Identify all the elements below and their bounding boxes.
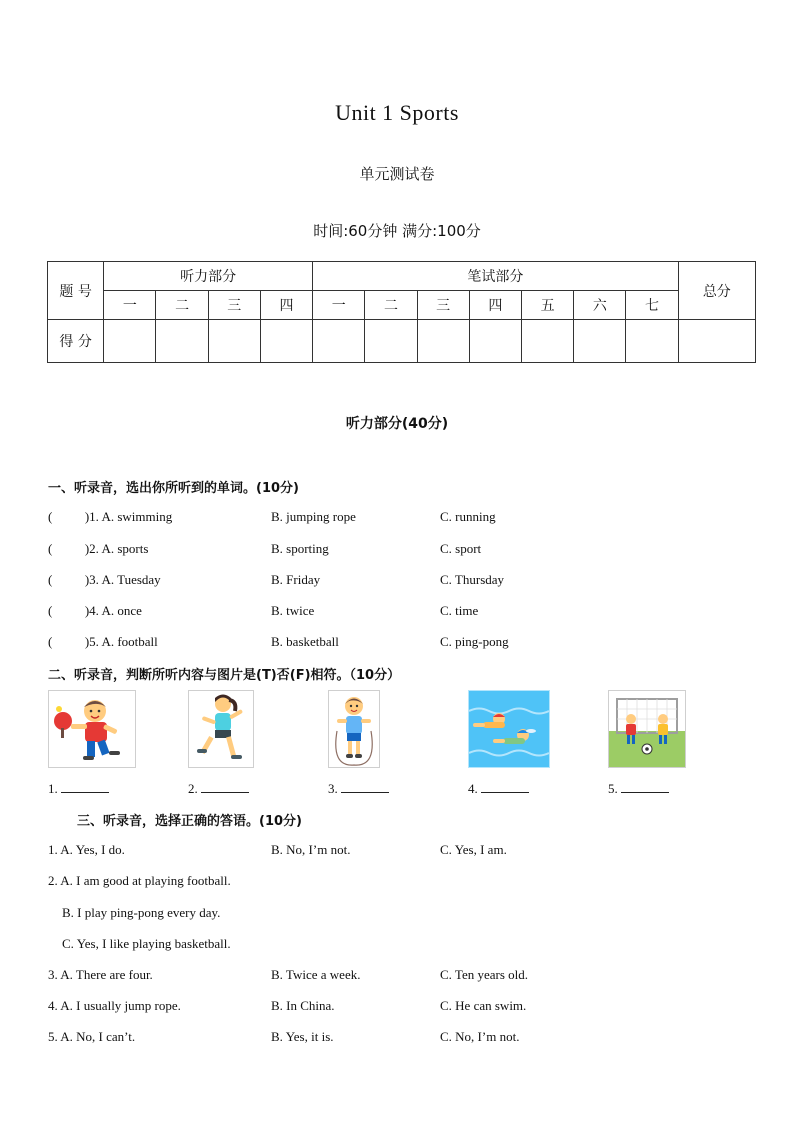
score-cell[interactable] bbox=[313, 320, 365, 363]
score-cell[interactable] bbox=[417, 320, 469, 363]
part1-item1-c: C. running bbox=[440, 509, 496, 524]
running-picture bbox=[188, 690, 254, 768]
writing-col: 一 bbox=[313, 291, 365, 320]
writing-col: 四 bbox=[469, 291, 521, 320]
part3-q3-c: C. Ten years old. bbox=[440, 967, 529, 982]
writing-col: 二 bbox=[365, 291, 417, 320]
part1-item5-c: C. ping-pong bbox=[440, 634, 509, 649]
part1-heading: 一、听录音，选出你所听到的单词。(10分) bbox=[48, 481, 299, 496]
part1-item2-b: B. sporting bbox=[271, 541, 329, 556]
part1-item1-a: ( )1. A. swimming bbox=[48, 509, 173, 524]
part1-item3-a: ( )3. A. Tuesday bbox=[48, 572, 161, 587]
part3-q5-b: B. Yes, it is. bbox=[271, 1029, 334, 1044]
row-label-score: 得 分 bbox=[48, 320, 104, 363]
part3-q5-a: 5. A. No, I can’t. bbox=[48, 1029, 136, 1044]
part1-item2-c: C. sport bbox=[440, 541, 482, 556]
part3-q3-a: 3. A. There are four. bbox=[48, 967, 153, 982]
part1-item1-b: B. jumping rope bbox=[271, 509, 356, 524]
page-subtitle: 单元测试卷 bbox=[359, 165, 435, 183]
score-cell[interactable] bbox=[365, 320, 417, 363]
writing-group-header: 笔试部分 bbox=[313, 262, 679, 291]
swimming-picture bbox=[468, 690, 550, 768]
part3-q1-b: B. No, I’m not. bbox=[271, 842, 351, 857]
part1-item5-a: ( )5. A. football bbox=[48, 634, 158, 649]
part3-q4-a: 4. A. I usually jump rope. bbox=[48, 998, 181, 1013]
part3-q5-c: C. No, I’m not. bbox=[440, 1029, 520, 1044]
part3-q4-b: B. In China. bbox=[271, 998, 335, 1013]
writing-col: 七 bbox=[626, 291, 678, 320]
score-cell[interactable] bbox=[260, 320, 312, 363]
part1-item4-c: C. time bbox=[440, 603, 479, 618]
listening-section-title: 听力部分(40分) bbox=[345, 416, 449, 432]
score-cell[interactable] bbox=[208, 320, 260, 363]
score-cell[interactable] bbox=[469, 320, 521, 363]
time-score-info: 时间:60分钟 满分:100分 bbox=[313, 222, 481, 240]
picture-answer-2[interactable]: 2. bbox=[188, 780, 249, 797]
picture-answer-5[interactable]: 5. bbox=[608, 780, 669, 797]
part3-q2-b: B. I play ping-pong every day. bbox=[62, 905, 221, 920]
listening-col: 一 bbox=[104, 291, 156, 320]
total-header: 总分 bbox=[678, 262, 755, 320]
score-cell[interactable] bbox=[678, 320, 755, 363]
writing-col: 三 bbox=[417, 291, 469, 320]
part1-item2-a: ( )2. A. sports bbox=[48, 541, 149, 556]
score-cell[interactable] bbox=[156, 320, 208, 363]
part3-q1-a: 1. A. Yes, I do. bbox=[48, 842, 125, 857]
part3-q2-c: C. Yes, I like playing basketball. bbox=[62, 936, 231, 951]
part1-item4-b: B. twice bbox=[271, 603, 315, 618]
part3-q4-c: C. He can swim. bbox=[440, 998, 527, 1013]
part2-heading: 二、听录音，判断所听内容与图片是(T)否(F)相符。（10分） bbox=[48, 668, 401, 683]
row-label-number: 题 号 bbox=[48, 262, 104, 320]
part3-q1-c: C. Yes, I am. bbox=[440, 842, 507, 857]
picture-answer-1[interactable]: 1. bbox=[48, 780, 109, 797]
score-cell[interactable] bbox=[521, 320, 573, 363]
part3-q3-b: B. Twice a week. bbox=[271, 967, 361, 982]
listening-group-header: 听力部分 bbox=[104, 262, 313, 291]
jumping-rope-picture bbox=[328, 690, 380, 768]
part3-q2-a: 2. A. I am good at playing football. bbox=[48, 873, 231, 888]
part1-item4-a: ( )4. A. once bbox=[48, 603, 142, 618]
ping-pong-picture bbox=[48, 690, 136, 768]
part1-item3-c: C. Thursday bbox=[440, 572, 505, 587]
part1-item3-b: B. Friday bbox=[271, 572, 321, 587]
page-title: Unit 1 Sports bbox=[335, 100, 459, 125]
listening-col: 二 bbox=[156, 291, 208, 320]
score-cell[interactable] bbox=[104, 320, 156, 363]
score-cell[interactable] bbox=[626, 320, 678, 363]
football-picture bbox=[608, 690, 686, 768]
writing-col: 六 bbox=[574, 291, 626, 320]
part3-heading: 三、听录音，选择正确的答语。(10分) bbox=[77, 814, 302, 829]
listening-col: 三 bbox=[208, 291, 260, 320]
picture-answer-4[interactable]: 4. bbox=[468, 780, 529, 797]
picture-answer-3[interactable]: 3. bbox=[328, 780, 389, 797]
score-cell[interactable] bbox=[574, 320, 626, 363]
writing-col: 五 bbox=[521, 291, 573, 320]
listening-col: 四 bbox=[260, 291, 312, 320]
score-table bbox=[47, 261, 756, 363]
part1-item5-b: B. basketball bbox=[271, 634, 339, 649]
